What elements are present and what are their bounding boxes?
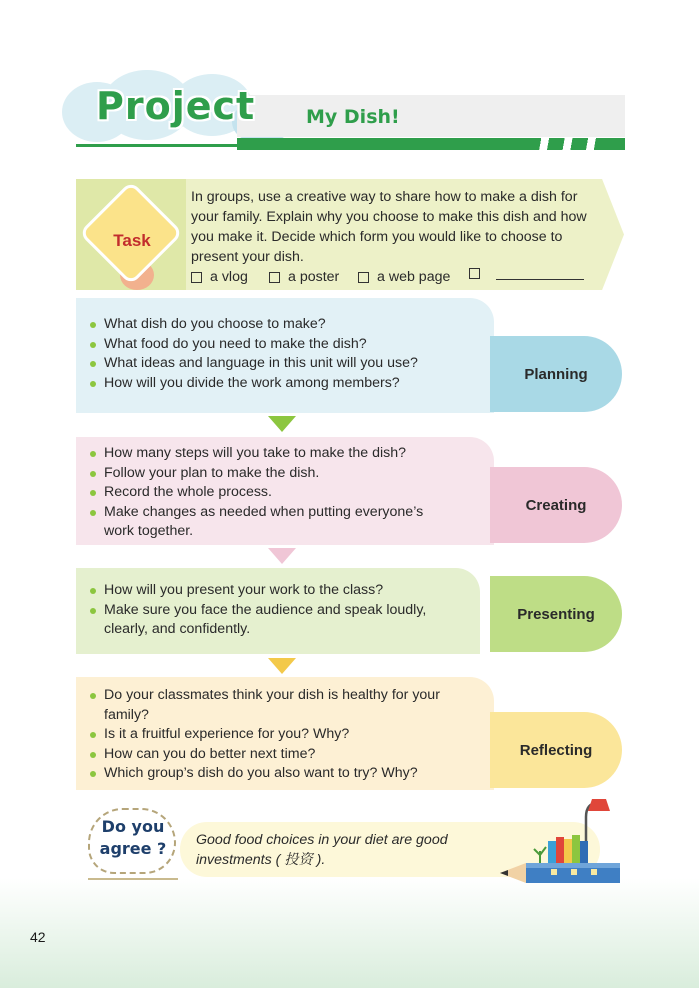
bullet-icon [90,490,96,496]
statement-line: Good food choices in your diet are good [196,832,448,848]
task-line: you make it. Decide which form you would like to choose to [191,229,563,245]
option-label: a poster [288,269,340,285]
bullet-icon [90,342,96,348]
pencil-books-illustration [496,795,626,890]
task-box [76,179,624,290]
reflecting-section [76,677,624,790]
divider [88,878,178,880]
checkbox[interactable] [469,268,480,279]
list-item: Which group’s dish do you also want to try? Why? [104,764,440,784]
bullet-icon [90,588,96,594]
list-item: What dish do you choose to make? [104,315,418,335]
bullet-icon [90,732,96,738]
list-item: Make changes as needed when putting everyone’s [104,503,423,523]
page-bottom-gradient [0,878,699,988]
list-item-continued: family? [104,706,149,723]
option-web-page[interactable] [358,268,450,286]
list-item: What food do you need to make the dish? [104,335,418,355]
reflecting-list [104,686,440,784]
agree-statement [196,830,496,870]
list-item-continued: clearly, and confidently. [104,621,251,637]
do-you-agree-badge [82,806,182,884]
bullet-icon [90,608,96,614]
arrow-down-icon [268,658,296,674]
list-item: Follow your plan to make the dish. [104,464,423,484]
bullet-icon [90,451,96,457]
task-line: In groups, use a creative way to share how to make a dish for [191,189,578,205]
bullet-icon [90,693,96,699]
task-line: present your dish. [191,249,304,265]
option-label: a vlog [210,269,248,285]
list-item: Make sure you face the audience and speak loudly, [104,601,426,621]
reflecting-label: Reflecting [490,712,622,788]
task-options [191,268,611,286]
bullet-icon [90,381,96,387]
checkbox[interactable] [269,272,280,283]
list-item: How will you divide the work among members? [104,374,418,394]
task-line: your family. Explain why you choose to make this dish and how [191,209,587,225]
option-other[interactable] [469,268,584,279]
agree-heading-line: agree ? [99,839,167,858]
bullet-icon [90,322,96,328]
list-item: Is it a fruitful experience for you? Why? [104,725,440,745]
page-title: Project [96,84,256,128]
blank-line[interactable] [496,279,584,280]
planning-label: Planning [490,336,622,412]
bullet-icon [90,471,96,477]
option-label: a web page [377,269,451,285]
option-poster[interactable] [269,268,339,286]
agree-heading-line: Do you [101,817,165,836]
page-subtitle: My Dish! [306,106,400,128]
page-number: 42 [30,929,46,945]
header-bar [237,95,625,137]
header-underline [237,138,625,150]
agree-heading [90,816,176,860]
bullet-icon [90,771,96,777]
presenting-label: Presenting [490,576,622,652]
creating-section [76,437,624,545]
checkbox[interactable] [358,272,369,283]
project-header [62,70,627,160]
list-item: How will you present your work to the class? [104,581,426,601]
creating-list [104,444,423,542]
list-item-continued: work together. [104,523,194,539]
list-item: How can you do better next time? [104,745,440,765]
planning-list [104,315,418,393]
bullet-icon [90,510,96,516]
task-label: Task [113,231,151,250]
planning-section [76,298,624,413]
arrow-down-icon [268,548,296,564]
option-vlog[interactable] [191,268,248,286]
checkbox[interactable] [191,272,202,283]
list-item: Record the whole process. [104,483,423,503]
bullet-icon [90,752,96,758]
list-item: What ideas and language in this unit will you use? [104,354,418,374]
creating-label: Creating [490,467,622,543]
list-item: Do your classmates think your dish is healthy for your [104,686,440,706]
presenting-list [104,581,426,640]
header-thin-line [76,144,246,147]
presenting-section [76,568,624,654]
arrow-down-icon [268,416,296,432]
statement-line: investments ( 投资 ). [196,852,326,868]
task-description [191,187,601,267]
bullet-icon [90,361,96,367]
list-item: How many steps will you take to make the dish? [104,444,423,464]
